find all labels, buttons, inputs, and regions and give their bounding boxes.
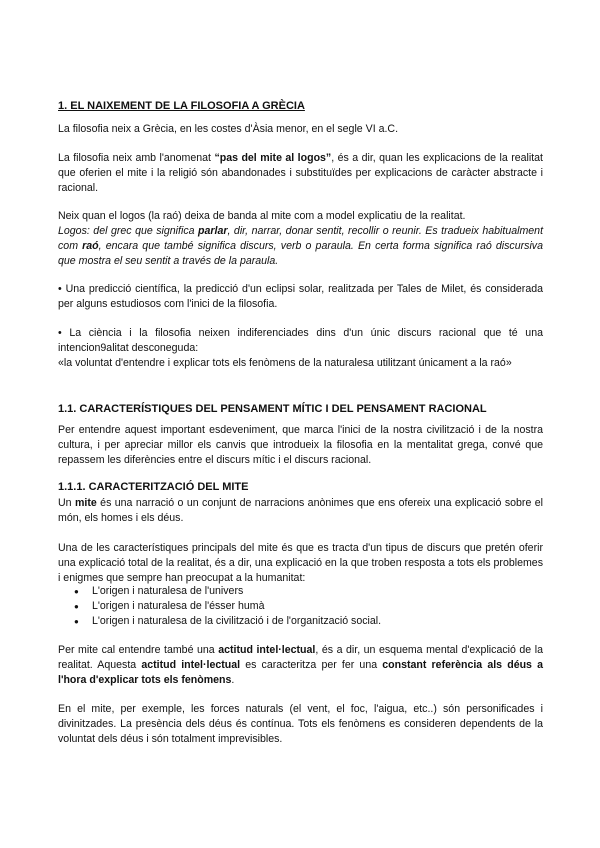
myth-definition-paragraph: Un mite és una narració o un conjunt de narracions anònimes que ens ofereix una explicació sobre el món, els homes i els déus. <box>58 497 543 524</box>
origins-list <box>58 584 559 629</box>
parlar-emphasis: parlar <box>198 225 228 237</box>
myth-vs-reason-paragraph: Per entendre aquest important esdeveniment, que marca l'inici de la nostra civilització i de la nostra cultura, i per apreciar millor els canvis que introdueix la filosofia en la mentalitat grega, convé que repassem les diferències entre el discurs mític i el discurs racional. <box>58 424 543 466</box>
logos-definition-paragraph: Neix quan el logos (la raó) deixa de banda al mite com a model explicatiu de la realitat. <box>58 210 466 222</box>
rao-emphasis: raó <box>82 240 99 252</box>
mite-emphasis: mite <box>74 497 97 509</box>
list-item: ● L'origen i naturalesa de la civilització i de l'organització social. <box>74 614 559 629</box>
actitud-emphasis: actitud intel·lectual <box>218 644 316 656</box>
section-title: 1. EL NAIXEMENT DE LA FILOSOFIA A GRÈCIA <box>58 100 305 112</box>
natural-forces-paragraph: En el mite, per exemple, les forces naturals (el vent, el foc, l'aigua, etc..) són personificades i divinitzades. La presència dels déus és contínua. Tots els fenòmens es consideren dependents de la voluntat dels déus i són totalment imprevisibles. <box>58 703 543 745</box>
list-item: ● L'origen i naturalesa de l'ésser humà <box>74 599 559 614</box>
referencia-deus-emphasis: constant referència als déus a l'hora d'explicar tots els fenòmens <box>58 659 543 686</box>
subsubsection-title: 1.1.1. CARACTERITZACIÓ DEL MITE <box>58 481 249 493</box>
subsection-title: 1.1. CARACTERÍSTIQUES DEL PENSAMENT MÍTIC I DEL PENSAMENT RACIONAL <box>58 403 487 415</box>
quote-paragraph: «la voluntat d'entendre i explicar tots els fenòmens de la naturalesa utilitzant únicament a la raó» <box>58 357 512 369</box>
intro-paragraph: La filosofia neix a Grècia, en les costes d'Àsia menor, en el segle VI a.C. <box>58 123 399 135</box>
myth-characteristics-paragraph: Una de les característiques principals del mite és que es tracta d'un tipus de discurs que pretén oferir una explicació total de la realitat, és a dir, una explicació en la que troben resposta a tots els problemes i enigmes que sempre han preocupat a la humanitat: <box>58 542 543 584</box>
eclipse-paragraph: • Una predicció científica, la predicció d'un eclipsi solar, realitzada per Tales de Milet, és considerada per alguns estudiosos com l'inici de la filosofia. <box>58 283 543 310</box>
intellectual-attitude-paragraph: Per mite cal entendre també una actitud intel·lectual, és a dir, un esquema mental d'explicació de la realitat. Aquesta actitud intel·lectual es caracteritza per fer una constant referència als déus a l'hora d'explicar tots els fenòmens. <box>58 644 543 686</box>
logos-paragraph: La filosofia neix amb l'anomenat “pas del mite al logos”, és a dir, quan les explicacions de la realitat que oferien el mite i la religió són abandonades i substituïdes per explicacions de caràcter abstracte i racional. <box>58 152 543 194</box>
list-item: ● L'origen i naturalesa de l'univers <box>74 584 559 599</box>
science-philosophy-paragraph: • La ciència i la filosofia neixen indiferenciades dins d'un únic discurs racional que té una intencion9alitat desconeguda: <box>58 327 543 354</box>
actitud-emphasis-2: actitud intel·lectual <box>141 659 241 671</box>
pas-del-mite-emphasis: “pas del mite al logos” <box>214 152 332 164</box>
logos-etymology-paragraph: Logos: del grec que significa parlar, dir, narrar, donar sentit, recollir o reunir. Es tradueix habitualment com raó, encara que també significa discurs, verb o paraula. En certa forma significa raó discursiva que mostra el seu sentit a través de la paraula. <box>58 225 544 267</box>
